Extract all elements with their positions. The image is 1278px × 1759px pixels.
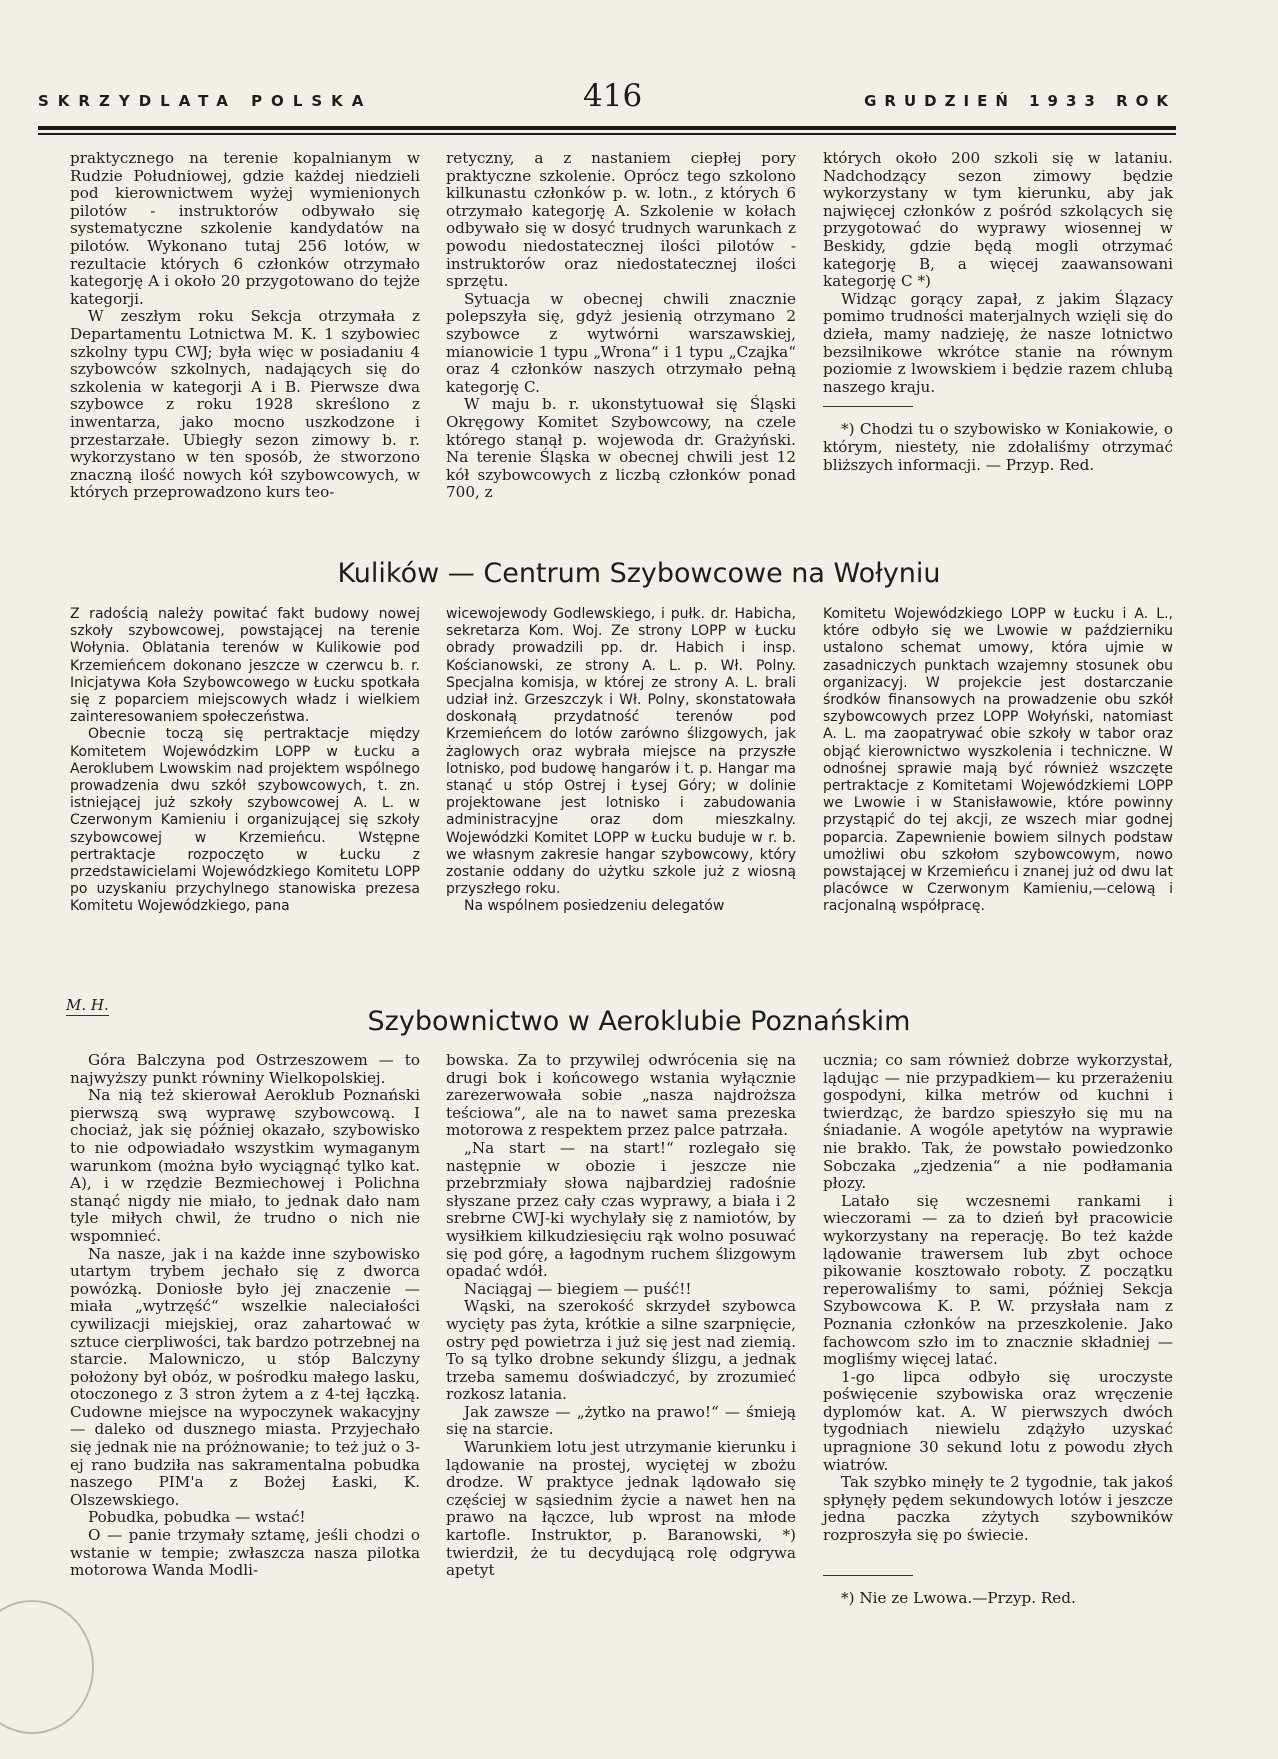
paragraph: praktycznego na terenie kopalnianym w Rudzie Południowej, gdzie każdej niedzieli pod kierownictwem wyżej wymienionych pilotów - instruktorów odbywało się systematyczne szkolenie kandydatów na pilotów. Wykonano tutaj 256 lotów, w rezultacie których 6 członków otrzymało kategorję A i około 20 przygotowano do tejże kategorji.	[70, 149, 420, 308]
paragraph: ucznia; co sam również dobrze wykorzystał, lądując — nie przypadkiem— ku przerażeniu gospodyni, kilka metrów od kuchni i twierdząc, że bardzo spieszyło się mu na śniadanie. A wogóle apetytów na wyprawie nie brakło. Tak, że powstało powiedzonko Sobczaka „zjedzenia“ a nie podłamania płozy.	[823, 1051, 1173, 1193]
article2-column-1	[70, 1052, 420, 1580]
article-title-kulikow: Kulików — Centrum Szybowcowe na Wołyniu	[337, 558, 941, 589]
paragraph: Na nasze, jak i na każde inne szybowisko utartym trybem jechało się z dworca powózką. Doniosłe było jej znaczenie — miała „wytrzęść“ wszelkie naleciałości cywilizacji miejskiej, oraz zahartować w sztuce cierpliwości, tak bardzo potrzebnej na starcie. Malowniczo, u stóp Balczyny położony był obóz, w pośrodku małego lasku, otoczonego z 3 stron żytem a z 4-tej łączką. Cudowne miejsce na wypoczynek wakacyjny — daleko od dusznego miasta. Przyjechało się jednak nie na próżnowanie; to też już o 3-ej rano budziła nas sakramentalna pobudka naszego PIM'a z Bożej Łaski, K. Olszewskiego.	[70, 1244, 420, 1509]
top-column-3	[823, 150, 1173, 474]
running-header	[38, 78, 1176, 124]
paragraph: Z radością należy powitać fakt budowy nowej szkoły szybowcowej, powstającej na terenie Wołynia. Oblatania terenów w Kulikowie pod Krzemieńcem dokonano jeszcze w czerwcu b. r. Inicjatywa Koła Szybowcowego w Łucku spotkała się z poparciem miejscowych władz i wielkiem zainteresowaniem społeczeństwa.	[70, 606, 420, 726]
paragraph: których około 200 szkoli się w lataniu. Nadchodzący sezon zimowy będzie wykorzystany w tym kierunku, aby jak najwięcej członków z pośród szkolących się przygotować do wyprawy wiosennej w Beskidy, gdzie będą mogli otrzymać kategorję B, a więcej zaawansowani kategorję C *)	[823, 149, 1173, 291]
paragraph: Na wspólnem posiedzeniu delegatów	[464, 898, 725, 915]
paragraph: Tak szybko minęły te 2 tygodnie, tak jakoś spłynęły pędem sekundowych lotów i jeszcze jedna paczka zżytych szybowników rozproszyła się po świecie.	[823, 1473, 1173, 1545]
header-rule-thin	[38, 133, 1176, 135]
article-title-poznan: Szybownictwo w Aeroklubie Poznańskim	[367, 1006, 911, 1037]
paragraph: O — panie trzymały sztamę, jeśli chodzi o wstanie w tempie; zwłaszcza nasza pilotka motorowa Wanda Modli-	[70, 1526, 420, 1580]
paragraph: Obecnie toczą się pertraktacje między Komitetem Wojewódzkim LOPP w Łucku a Aeroklubem Lwowskim nad projektem wspólnego prowadzenia dwu szkół szybowcowych, t. zn. istniejącej już szkoły szybowcowej A. L. w Czerwonym Kamieniu i organizującej się szkoły szybowcowej w Krzemieńcu. Wstępne pertraktacje rozpoczęto w Łucku z przedstawicielami Wojewódzkiego Komitetu LOPP po uzyskaniu przychylnego stanowiska prezesa Komitetu Wojewódzkiego, pana	[70, 726, 420, 915]
paragraph: Góra Balczyna pod Ostrzeszowem — to najwyższy punkt równiny Wielkopolskiej.	[70, 1051, 420, 1087]
footnote: *) Chodzi tu o szybowisko w Koniakowie, o którym, niestety, nie zdołaliśmy otrzymać bliższych informacji. — Przyp. Red.	[823, 420, 1173, 474]
paragraph: „Na start — na start!“ rozlegało się następnie w obozie i jeszcze nie przebrzmiały słowa najbardziej radośnie słyszane przez cały czas wyprawy, a biała i 2 srebrne CWJ-ki wychylały się z namiotów, by wysiłkiem kilkudziesięciu rąk wolno posuwać się pod górę, a łagodnym ruchem ślizgowym opadać wdół.	[446, 1138, 796, 1281]
author-signature: M. H.	[66, 996, 109, 1014]
paragraph: bowska. Za to przywilej odwrócenia się na drugi bok i końcowego wstania wyłącznie zarezerwowała sobie „nasza najdroższa teściowa“, ale na to nawet sama prezeska motorowa z respektem przez palce patrzała.	[446, 1051, 796, 1140]
paragraph: 1-go lipca odbyło się uroczyste poświęcenie szybowiska oraz wręczenie dyplomów kat. A. W pierwszych dwóch tygodniach niewielu zdążyło uzyskać upragnione 30 sekund lotu z powodu złych wiatrów.	[823, 1367, 1173, 1474]
paragraph: Latało się wczesnemi rankami i wieczorami — za to dzień był pracowicie wykorzystany na reperację. Bo też każde lądowanie trawersem lub zbyt ochoce pikowanie kosztowało roboty. Z początku reperowaliśmy to sami, później Sekcja Szybowcowa K. P. W. przysłała nam z Poznania członków na przeszkolenie. Jako fachowcom szło im to znacznie składniej — mogliśmy więcej latać.	[823, 1191, 1173, 1369]
article1-column-2	[446, 606, 796, 916]
paragraph: wicewojewody Godlewskiego, i pułk. dr. Habicha, sekretarza Kom. Woj. Ze strony LOPP w Łucku obrady prowadzili pp. dr. Habich i insp. Kościanowski, ze strony A. L. p. Wł. Polny. Specjalna komisja, w której ze strony A. L. brali udział inż. Grzeszczyk i Wł. Polny, skonstatowała doskonałą przydatność terenów pod Krzemieńcem do lotów zarówno ślizgowych, jak żaglowych oraz wybrała miejsce na przyszłe lotnisko, pod budowę hangarów i t. p. Hangar ma stanąć u stóp Ostrej i Łysej Góry; w dolinie projektowane jest lotnisko i zabudowania administracyjne oraz dom mieszkalny. Wojewódzki Komitet LOPP w Łucku buduje w r. b. we własnym zakresie hangar szybowcowy, który zostanie oddany do użytku szkole już z wiosną przyszłego roku.	[446, 606, 796, 898]
paragraph: Widząc gorący zapał, z jakim Ślązacy pomimo trudności materjalnych wzięli się do dzieła, mamy nadzieję, że nasze lotnictwo bezsilnikowe wkrótce stanie na równym poziomie z lwowskiem i będzie razem chlubą naszego kraju.	[823, 289, 1173, 396]
article2-column-3	[823, 1052, 1173, 1607]
paragraph: retyczny, a z nastaniem ciepłej pory praktyczne szkolenie. Oprócz tego szkolono kilkunastu członków p. w. lotn., z których 6 otrzymało kategorję A. Szkolenie w kołach odbywało się w dosyć trudnych warunkach z powodu niedostatecznej ilości pilotów - instruktorów oraz niedostatecznej ilości sprzętu.	[446, 149, 796, 291]
paragraph: Jak zawsze — „żytko na prawo!“ — śmieją się na starcie.	[446, 1402, 796, 1439]
paragraph: Sytuacja w obecnej chwili znacznie polepszyła się, gdyż jesienią otrzymano 2 szybowce z wytwórni warszawskiej, mianowicie 1 typu „Wrona“ i 1 typu „Czajka“ oraz 4 członków naszych otrzymało pełną kategorję C.	[446, 289, 796, 396]
magazine-title: SKRZYDLATA POLSKA	[38, 92, 373, 110]
article1-column-3	[823, 606, 1173, 916]
article1-column-1	[70, 606, 420, 916]
library-stamp	[0, 1600, 94, 1734]
issue-date: GRUDZIEŃ 1933 ROK	[864, 92, 1176, 110]
paragraph: Naciągaj — biegiem — puść!!	[464, 1279, 692, 1298]
article2-column-2	[446, 1052, 796, 1580]
paragraph: Na nią też skierował Aeroklub Poznański pierwszą swą wyprawę szybowcową. I chociaż, jak się później okazało, szybowisko to nie odpowiadało wszystkim wymaganym warunkom (można było wyciągnąć tylko kat. A), i w rzędzie Bezmiechowej i Polichna stanąć nigdy nie miało, to jednak dało nam tyle miłych chwil, że trudno o nich nie wspomnieć.	[70, 1086, 420, 1245]
footnote-rule	[823, 406, 913, 407]
paragraph: Wąski, na szerokość skrzydeł szybowca wycięty pas żyta, krótkie a silne szarpnięcie, ostry pęd powietrza i już się jest nad ziemią. To są tylko drobne sekundy ślizgu, a jednak trzeba samemu doświadczyć, by zrozumieć rozkosz latania.	[446, 1297, 796, 1404]
page-number: 416	[583, 78, 643, 114]
paragraph: Pobudka, pobudka — wstać!	[88, 1508, 306, 1527]
top-column-2	[446, 150, 796, 502]
footnote: *) Nie ze Lwowa.—Przyp. Red.	[841, 1588, 1076, 1607]
footnote-rule	[823, 1575, 913, 1576]
top-column-1	[70, 150, 420, 502]
paragraph: W maju b. r. ukonstytuował się Śląski Okręgowy Komitet Szybowcowy, na czele którego stanął p. wojewoda dr. Grażyński. Na terenie Śląska w obecnej chwili jest 12 kół szybowcowych z liczbą członków ponad 700, z	[446, 395, 796, 502]
header-rule	[38, 126, 1176, 130]
paragraph: W zeszłym roku Sekcja otrzymała z Departamentu Lotnictwa M. K. 1 szybowiec szkolny typu CWJ; była więc w posiadaniu 4 szybowców szkolnych, nadających się do szkolenia w kategorji A i B. Pierwsze dwa szybowce z roku 1928 skreślono z inwentarza, jako mocno uszkodzone i przestarzałe. Ubiegły sezon zimowy b. r. wykorzystano w ten sposób, że stworzono znaczną ilość nowych kół szybowcowych, w których przeprowadzono kurs teo-	[70, 307, 420, 502]
paragraph: Warunkiem lotu jest utrzymanie kierunku i lądowanie na prostej, wyciętej w zbożu drodze. W praktyce jednak lądowało się częściej w sąsiednim życie a nawet hen na prawo na łączce, lub wprost na młode kartofle. Instruktor, p. Baranowski, *) twierdził, że tu decydującą rolę odgrywa apetyt	[446, 1438, 796, 1580]
paragraph: Komitetu Wojewódzkiego LOPP w Łucku i A. L., które odbyło się we Lwowie w październiku ustalono schemat umowy, która ujmie w zasadniczych punktach wzajemny stosunek obu organizacyj. W projekcie jest dostarczanie środków finansowych na prowadzenie obu szkół szybowcowych przez LOPP Wołyński, natomiast A. L. ma zaopatrywać obie szkoły w tabor oraz objąć kierownictwo wyszkolenia i techniczne. W odnośnej sprawie mają być również wszczęte pertraktacje z Komitetami Wojewódzkiemi LOPP we Lwowie i w Stanisławowie, które powinny przystąpić do tej akcji, ze wszech miar godnej poparcia. Zapewnienie bowiem silnych podstaw umożliwi obu szkołom szybowcowym, nowo powstającej w Krzemieńcu i znanej już od dwu lat placówce w Czerwonym Kamieniu,—celową i racjonalną współpracę.	[823, 606, 1173, 915]
